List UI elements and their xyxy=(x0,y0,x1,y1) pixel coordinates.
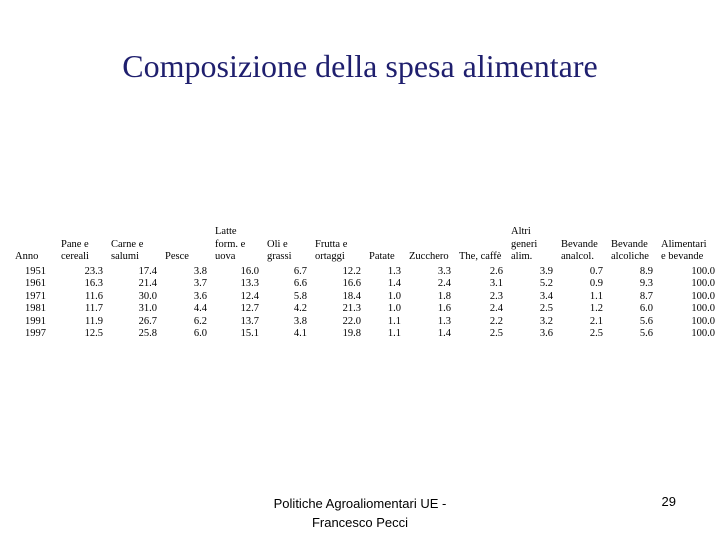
table-cell: 2.4 xyxy=(437,278,451,289)
year-cell: 1997 xyxy=(25,328,46,339)
table-cell: 5.6 xyxy=(639,315,653,327)
table-cell: 11.7 xyxy=(85,303,103,314)
table-cell: 12.4 xyxy=(240,290,259,302)
table-cell: 1.6 xyxy=(437,303,451,314)
table-cell: 2.4 xyxy=(489,303,503,314)
table-cell: 0.7 xyxy=(589,265,603,277)
table-cell: 6.7 xyxy=(293,265,307,277)
table-row xyxy=(10,291,720,304)
table-cell: 22.0 xyxy=(342,315,361,327)
table-cell: 4.4 xyxy=(193,303,207,314)
table-cell: 12.7 xyxy=(240,303,259,314)
table-cell: 15.1 xyxy=(240,328,259,339)
table-cell: 18.4 xyxy=(342,290,361,302)
table-cell: 3.7 xyxy=(193,278,207,289)
table-row xyxy=(10,266,720,279)
column-header: The, caffè xyxy=(459,251,502,262)
year-cell: 1991 xyxy=(25,315,46,327)
table-cell: 1.0 xyxy=(387,290,401,302)
table-cell: 2.3 xyxy=(489,290,503,302)
table-cell: 17.4 xyxy=(138,265,157,277)
table-cell: 1.4 xyxy=(437,328,451,339)
table-cell: 25.8 xyxy=(138,328,157,339)
table-cell: 1.4 xyxy=(387,278,401,289)
table-cell: 100.0 xyxy=(691,315,715,327)
year-cell: 1971 xyxy=(25,290,46,302)
table-cell: 6.6 xyxy=(293,278,307,289)
table-cell: 16.3 xyxy=(84,278,103,289)
table-cell: 13.7 xyxy=(240,315,259,327)
table-cell: 1.0 xyxy=(387,303,401,314)
column-header: Latte form. e uova xyxy=(215,226,246,262)
table-cell: 5.6 xyxy=(639,328,653,339)
table-cell: 26.7 xyxy=(138,315,157,327)
table-cell: 2.5 xyxy=(589,328,603,339)
table-cell: 100.0 xyxy=(691,265,715,277)
table-cell: 23.3 xyxy=(84,265,103,277)
table-cell: 100.0 xyxy=(691,303,715,314)
slide-title: Composizione della spesa alimentare xyxy=(122,48,598,84)
table-cell: 2.2 xyxy=(489,315,503,327)
table-row xyxy=(10,278,720,291)
table-row xyxy=(10,328,720,341)
column-header: Frutta e ortaggi xyxy=(315,238,348,262)
column-header: Bevande analcol. xyxy=(561,238,598,262)
table-cell: 0.9 xyxy=(589,278,603,289)
table-cell: 6.0 xyxy=(639,303,653,314)
table-cell: 3.8 xyxy=(293,315,307,327)
table-header-row xyxy=(10,226,720,266)
table-cell: 4.2 xyxy=(293,303,307,314)
table-cell: 16.0 xyxy=(240,265,259,277)
column-header: Zucchero xyxy=(409,251,449,262)
table-cell: 2.5 xyxy=(539,303,553,314)
column-header: Carne e salumi xyxy=(111,238,144,262)
column-header: Bevande alcoliche xyxy=(611,238,649,262)
column-header: Pane e cereali xyxy=(61,238,89,262)
table-cell: 100.0 xyxy=(691,278,715,289)
table-cell: 8.7 xyxy=(639,290,653,302)
column-header: Patate xyxy=(369,251,395,262)
table-cell: 12.5 xyxy=(84,328,103,339)
table-cell: 2.5 xyxy=(489,328,503,339)
table-cell: 3.6 xyxy=(193,290,207,302)
table-cell: 16.6 xyxy=(342,278,361,289)
year-cell: 1951 xyxy=(25,265,46,277)
table-cell: 1.2 xyxy=(589,303,603,314)
table-cell: 3.6 xyxy=(539,328,553,339)
table-cell: 5.8 xyxy=(293,290,307,302)
spending-table xyxy=(10,226,720,341)
column-header: Anno xyxy=(15,251,39,262)
table-cell: 1.1 xyxy=(387,315,401,327)
spending-table-container xyxy=(10,226,720,341)
table-cell: 1.8 xyxy=(437,290,451,302)
table-cell: 6.2 xyxy=(193,315,207,327)
table-cell: 3.1 xyxy=(489,278,503,289)
table-body xyxy=(10,266,720,341)
table-cell: 1.1 xyxy=(589,290,603,302)
table-cell: 2.1 xyxy=(589,315,603,327)
table-cell: 3.2 xyxy=(539,315,553,327)
table-cell: 8.9 xyxy=(639,265,653,277)
year-cell: 1981 xyxy=(25,303,46,314)
table-cell: 9.3 xyxy=(639,278,653,289)
table-cell: 5.2 xyxy=(539,278,553,289)
year-cell: 1961 xyxy=(25,278,46,289)
table-cell: 3.4 xyxy=(539,290,553,302)
table-cell: 12.2 xyxy=(342,265,361,277)
table-cell: 21.3 xyxy=(342,303,361,314)
footer-text: Politiche Agroaliomentari UE - Francesco Pecci xyxy=(273,496,447,530)
page-number: 29 xyxy=(661,494,676,509)
table-cell: 2.6 xyxy=(489,265,503,277)
column-header: Altri generi alim. xyxy=(511,226,538,262)
table-cell: 3.3 xyxy=(437,265,451,277)
table-cell: 6.0 xyxy=(193,328,207,339)
column-header: Oli e grassi xyxy=(267,238,292,262)
table-cell: 21.4 xyxy=(138,278,157,289)
column-header: Alimentari e bevande xyxy=(661,238,707,262)
table-cell: 1.1 xyxy=(387,328,401,339)
table-cell: 100.0 xyxy=(691,328,715,339)
table-cell: 1.3 xyxy=(387,265,401,277)
table-cell: 19.8 xyxy=(342,328,361,339)
table-cell: 3.8 xyxy=(193,265,207,277)
table-cell: 1.3 xyxy=(437,315,451,327)
table-cell: 11.6 xyxy=(85,290,103,302)
table-cell: 30.0 xyxy=(138,290,157,302)
table-cell: 31.0 xyxy=(138,303,157,314)
table-cell: 3.9 xyxy=(539,265,553,277)
table-cell: 100.0 xyxy=(691,290,715,302)
table-row xyxy=(10,316,720,329)
column-header: Pesce xyxy=(165,251,189,262)
table-cell: 4.1 xyxy=(293,328,307,339)
table-cell: 13.3 xyxy=(240,278,259,289)
table-cell: 11.9 xyxy=(85,315,103,327)
table-row xyxy=(10,303,720,316)
